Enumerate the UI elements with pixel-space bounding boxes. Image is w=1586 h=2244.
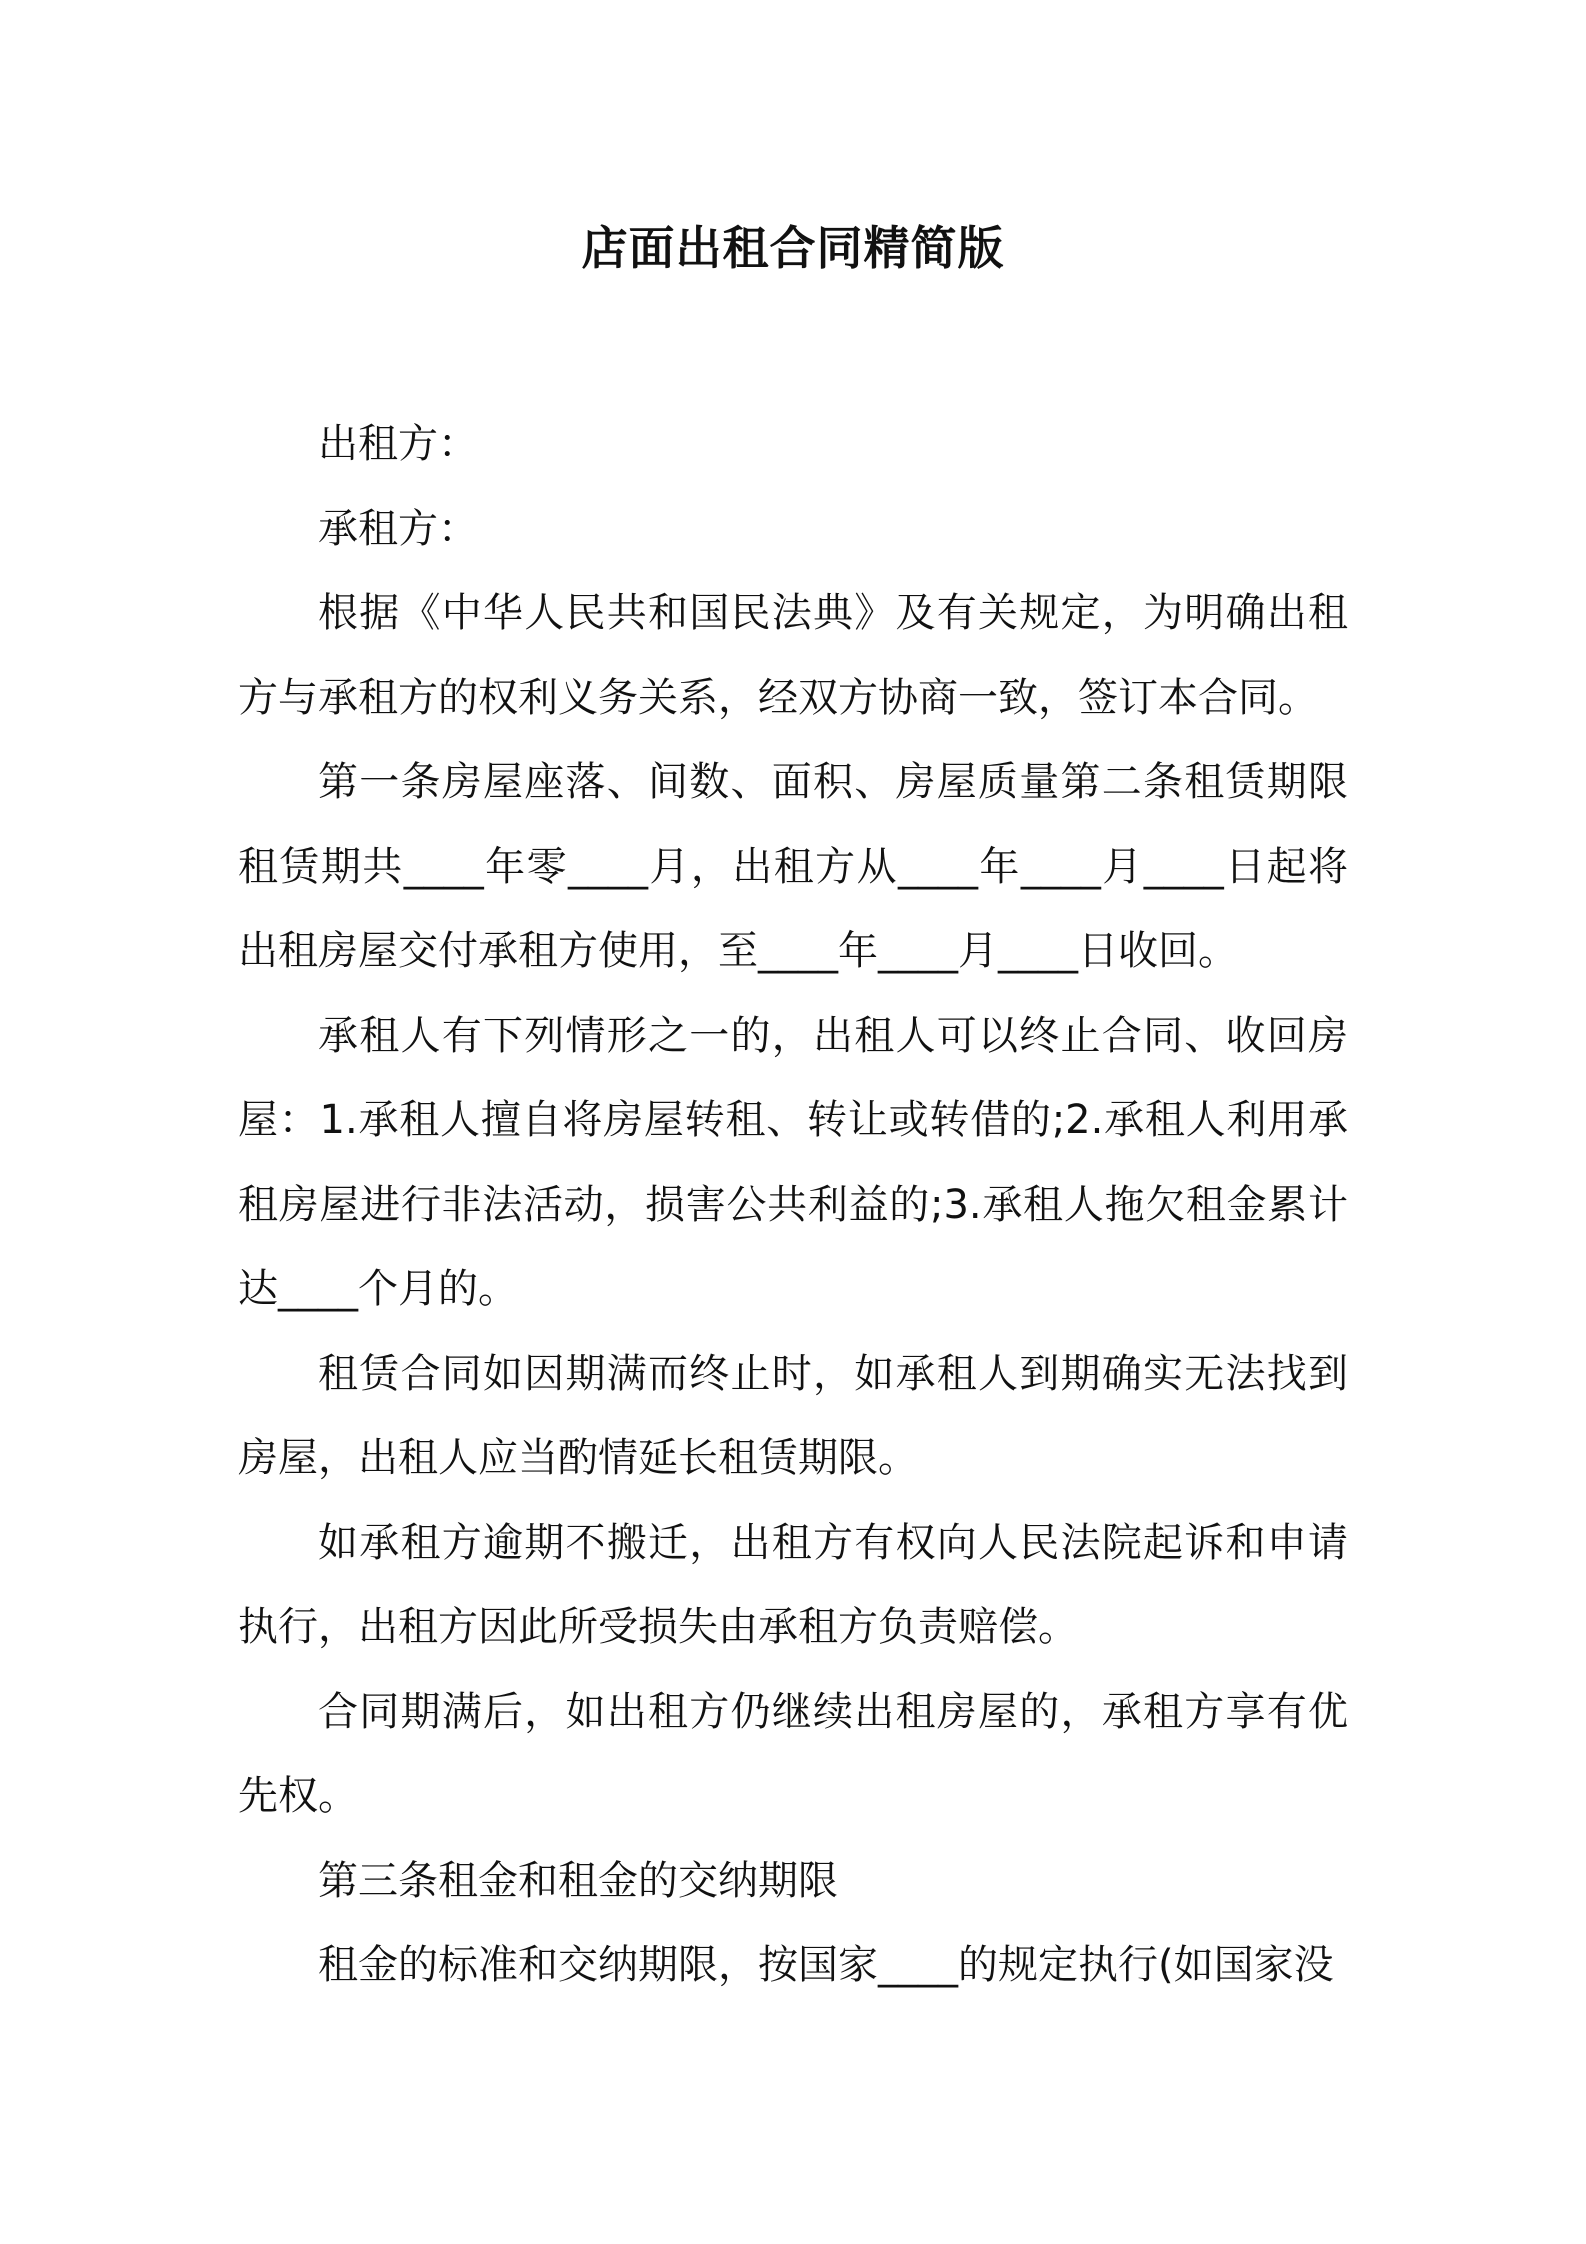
preamble-paragraph: 根据《中华人民共和国民法典》及有关规定，为明确出租方与承租方的权利义务关系，经双方协商一致，签订本合同。 (238, 590, 1348, 721)
document-title: 店面出租合同精简版 (581, 221, 1005, 275)
overdue-eviction-paragraph: 如承租方逾期不搬迁，出租方有权向人民法院起诉和申请执行，出租方因此所受损失由承租方负责赔偿。 (238, 1519, 1348, 1650)
lessor-line: 出租方： (318, 421, 478, 467)
lessee-line: 承租方： (318, 505, 478, 552)
lease-extension-paragraph: 租赁合同如因期满而终止时，如承租人到期确实无法找到房屋，出租人应当酌情延长租赁期限。 (238, 1350, 1348, 1481)
document-body (238, 402, 1348, 2008)
rent-standard-paragraph: 租金的标准和交纳期限，按国家____的规定执行(如国家没 (318, 1942, 1334, 1988)
article-three-heading: 第三条租金和租金的交纳期限 (318, 1857, 838, 1904)
priority-right-paragraph: 合同期满后，如出租方仍继续出租房屋的，承租方享有优先权。 (238, 1688, 1348, 1819)
article-one-two-paragraph: 第一条房屋座落、间数、面积、房屋质量第二条租赁期限租赁期共____年零____月，出租方从____年____月____日起将出租房屋交付承租方使用，至____年____月____日收回。 (238, 759, 1348, 974)
termination-conditions-paragraph: 承租人有下列情形之一的，出租人可以终止合同、收回房屋：1.承租人擅自将房屋转租、转让或转借的;2.承租人利用承租房屋进行非法活动，损害公共利益的;3.承租人拖欠租金累计达____个月的。 (238, 1012, 1348, 1312)
